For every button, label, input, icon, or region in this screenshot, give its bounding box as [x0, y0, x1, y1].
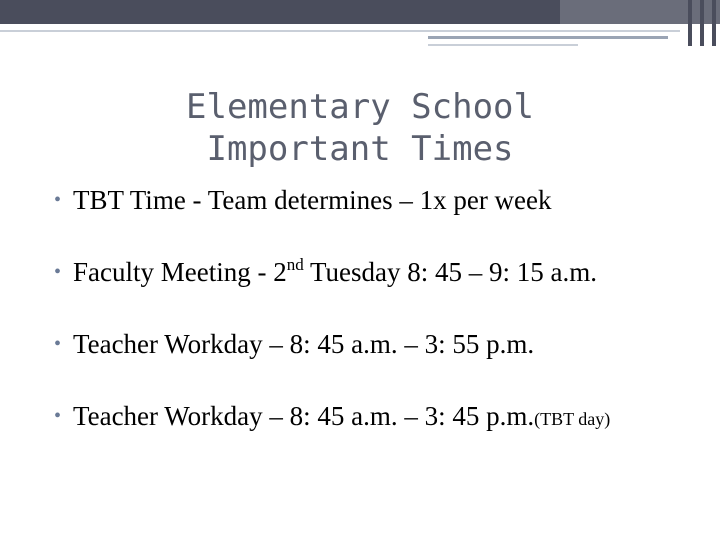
top-band-right [560, 0, 720, 24]
bullet-icon: • [54, 333, 62, 355]
header-line [428, 36, 668, 39]
list-item [54, 178, 714, 250]
list-item [54, 250, 714, 322]
bullet-icon: • [54, 189, 62, 211]
bullet-text-sup: nd [286, 255, 304, 274]
bullet-text-pre: Faculty Meeting - 2 [73, 257, 287, 287]
bullet-text-post: Tuesday 8: 45 – 9: 15 a.m. [303, 257, 597, 287]
accent-bar [688, 0, 692, 46]
bullet-text-main: Teacher Workday – 8: 45 a.m. – 3: 45 p.m. [73, 401, 535, 431]
bullet-text: TBT Time - Team determines – 1x per week [73, 185, 552, 215]
accent-bar [700, 0, 704, 46]
bullet-text [73, 250, 597, 294]
slide-title [0, 86, 720, 170]
accent-bar [712, 0, 716, 46]
header-line [428, 44, 578, 46]
list-item [54, 394, 714, 466]
list-item [54, 322, 714, 394]
title-line-1: Elementary School [186, 87, 534, 127]
header-line [0, 30, 680, 32]
bullet-list [54, 178, 714, 466]
bullet-text [73, 394, 610, 441]
title-line-2: Important Times [206, 129, 514, 169]
bullet-text: Teacher Workday – 8: 45 a.m. – 3: 55 p.m. [73, 329, 535, 359]
bullet-icon: • [54, 405, 62, 427]
bullet-text-note: (TBT day) [534, 409, 611, 429]
bullet-icon: • [54, 261, 62, 283]
